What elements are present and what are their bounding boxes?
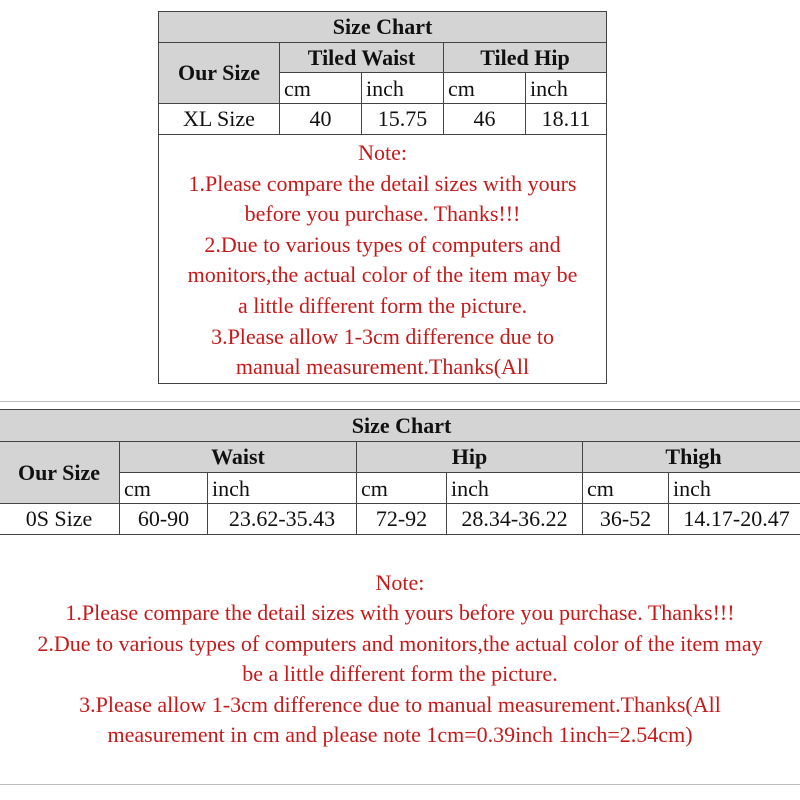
note-line: Note: <box>375 570 425 595</box>
unit-cell: cm <box>357 473 447 504</box>
size-chart-title: Size Chart <box>159 12 607 43</box>
note-line: 1.Please compare the detail sizes with yours before you purchase. Thanks!!! <box>65 600 735 626</box>
size-chart-title: Size Chart <box>0 410 800 442</box>
our-size-header: Our Size <box>159 43 280 104</box>
unit-cell: cm <box>120 473 208 504</box>
note-line: 2.Due to various types of computers and monitors,the actual color of the item may <box>37 630 763 656</box>
tiled-waist-header: Tiled Waist <box>280 43 444 73</box>
unit-cell: cm <box>583 473 669 504</box>
value-cell: 23.62-35.43 <box>208 504 357 535</box>
note-line: before you purchase. Thanks!!! <box>244 201 521 227</box>
unit-cell: inch <box>447 473 583 504</box>
value-cell: 14.17-20.47 <box>669 504 800 535</box>
value-cell: 18.11 <box>526 104 607 135</box>
unit-cell: inch <box>362 73 444 104</box>
unit-cell: cm <box>280 73 362 104</box>
unit-cell: inch <box>526 73 607 104</box>
thigh-header: Thigh <box>583 442 800 473</box>
note-line: manual measurement.Thanks(All <box>235 354 530 380</box>
note-line: measurement in cm and please note 1cm=0.39inch 1inch=2.54cm) <box>107 722 693 748</box>
divider <box>0 401 800 402</box>
hip-header: Hip <box>357 442 583 473</box>
divider <box>0 784 800 785</box>
our-size-header: Our Size <box>0 442 120 504</box>
table-row <box>159 104 607 135</box>
value-cell: 15.75 <box>362 104 444 135</box>
note-block <box>159 135 607 384</box>
size-chart-table-1 <box>158 11 607 384</box>
value-cell: 72-92 <box>357 504 447 535</box>
value-cell: 36-52 <box>583 504 669 535</box>
value-cell: 60-90 <box>120 504 208 535</box>
unit-cell: inch <box>669 473 800 504</box>
note-line: Note: <box>358 140 407 165</box>
size-label: XL Size <box>159 104 280 135</box>
value-cell: 46 <box>444 104 526 135</box>
table-row <box>0 504 800 535</box>
unit-cell: inch <box>208 473 357 504</box>
note-line: a little different form the picture. <box>237 292 528 318</box>
value-cell: 28.34-36.22 <box>447 504 583 535</box>
size-chart-table-2 <box>0 409 800 535</box>
unit-cell: cm <box>444 73 526 104</box>
note-line: 1.Please compare the detail sizes with yours <box>188 170 577 196</box>
note-block <box>0 568 800 750</box>
note-line: monitors,the actual color of the item may be <box>187 262 578 288</box>
note-line: 2.Due to various types of computers and <box>204 231 561 257</box>
waist-header: Waist <box>120 442 357 473</box>
size-label: 0S Size <box>0 504 120 535</box>
tiled-hip-header: Tiled Hip <box>444 43 607 73</box>
note-line: 3.Please allow 1-3cm difference due to manual measurement.Thanks(All <box>79 691 721 717</box>
note-line: be a little different form the picture. <box>242 661 558 687</box>
value-cell: 40 <box>280 104 362 135</box>
note-line: 3.Please allow 1-3cm difference due to <box>211 323 554 349</box>
